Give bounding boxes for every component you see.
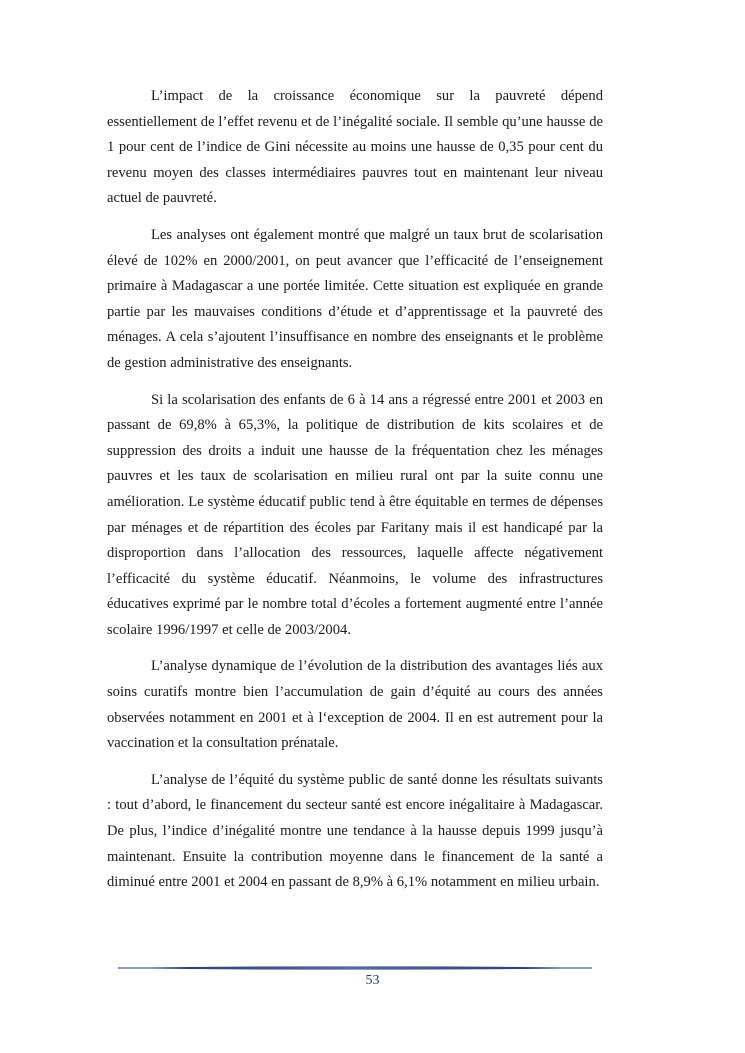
footer-divider bbox=[118, 965, 592, 971]
paragraph-growth-poverty: L’impact de la croissance économique sur la pauvreté dépend essentiellement de l’effet revenu et de l’inégalité sociale. Il semble qu’une hausse de 1 pour cent de l’indice de Gini nécessite au moins une hausse de 0,35 pour cent du revenu moyen des classes intermédiaires pauvres tout en maintenant leur niveau actuel de pauvreté. bbox=[107, 88, 603, 207]
page-number: 53 bbox=[365, 973, 380, 988]
paragraph-health-care-dynamics: L’analyse dynamique de l’évolution de la distribution des avantages liés aux soins curatifs montre bien l’accumulation de gain d’équité au cours des années observées notamment en 2001 et à l‘exception de 2004. Il en est autrement pour la vaccination et la consultation prénatale. bbox=[107, 658, 603, 752]
paragraph-health-equity: L’analyse de l’équité du système public de santé donne les résultats suivants : tout d’abord, le financement du secteur santé est encore inégalitaire à Madagascar. De plus, l’indice d’inégalité montre une tendance à la hausse depuis 1999 jusqu’à maintenant. Ensuite la contribution moyenne dans le financement de la santé a diminué entre 2001 et 2004 en passant de 8,9% à 6,1% notamment en milieu urbain. bbox=[107, 771, 603, 891]
document-body bbox=[107, 84, 603, 907]
paragraph-schooling-equity: Si la scolarisation des enfants de 6 à 14 ans a régressé entre 2001 et 2003 en passant de 69,8% à 65,3%, la politique de distribution de kits scolaires et de suppression des droits a induit une hausse de la fréquentation chez les ménages pauvres et les taux de scolarisation en milieu rural ont par la suite connu une amélioration. Le système éducatif public tend à être équitable en termes de dépenses par ménages et de répartition des écoles par Faritany mais il est handicapé par la disproportion dans l’allocation des ressources, laquelle affecte négativement l’efficacité du système éducatif. Néanmoins, le volume des infrastructures éducatives exprimé par le nombre total d’écoles a fortement augmenté entre l’année scolaire 1996/1997 et celle de 2003/2004. bbox=[107, 391, 603, 638]
paragraph-schooling-efficiency: Les analyses ont également montré que malgré un taux brut de scolarisation élevé de 102% en 2000/2001, on peut avancer que l’efficacité de l’enseignement primaire à Madagascar a une portée limitée. Cette situation est expliquée en grande partie par les mauvaises conditions d’étude et d’apprentissage et la pauvreté des ménages. A cela s’ajoutent l’insuffisance en nombre des enseignants et le problème de gestion administrative des enseignants. bbox=[107, 226, 603, 371]
